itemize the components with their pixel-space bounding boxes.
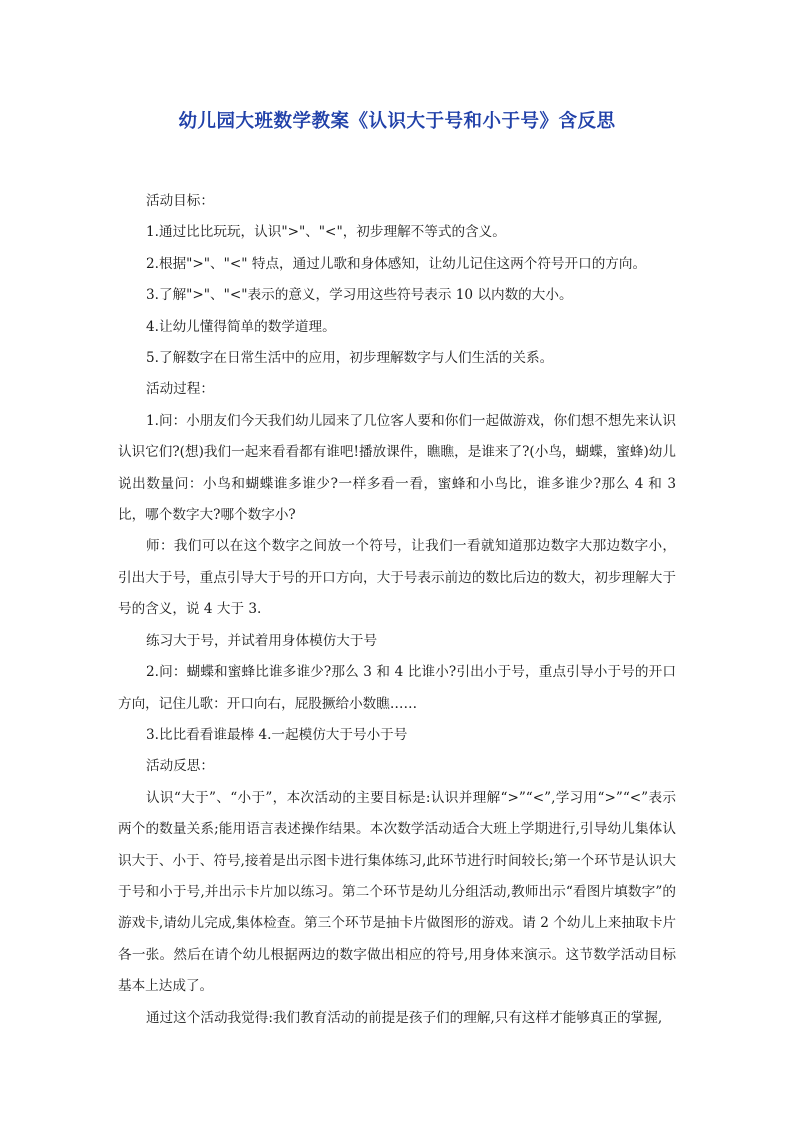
- goal-item-3: 3.了解">"、"<"表示的意义，学习用这些符号表示 10 以内数的大小。: [146, 287, 573, 304]
- goal-item-2: 2.根据">"、"<" 特点，通过儿歌和身体感知，让幼儿记住这两个符号开口的方向。: [146, 255, 647, 272]
- section-heading-reflection: 活动反思：: [146, 758, 214, 775]
- goal-item-1: 1.通过比比玩玩，认识">"、"<"，初步理解不等式的含义。: [146, 224, 506, 241]
- goal-item-4: 4.让幼儿懂得简单的数学道理。: [146, 318, 336, 335]
- document-title: 幼儿园大班数学教案《认识大于号和小于号》含反思: [178, 111, 616, 132]
- reflection-paragraph-2: 通过这个活动我觉得:我们教育活动的前提是孩子们的理解,只有这样才能够真正的掌握,: [146, 1009, 663, 1026]
- process-step-3-4: 3.比比看看谁最棒 4.一起模仿大于号小于号: [146, 726, 408, 743]
- reflection-paragraph-1: 认识“大于”、“小于”，本次活动的主要目标是:认识并理解“>”“<”,学习用“>”“<”表示两个的数量关系;能用语言表述操作结果。本次数学活动适合大班上学期进行,引导幼儿集体认识大于、小于、符号,接着是出示图卡进行集体练习,此环节进行时间较长;第一个环节是认识大于号和小于号,并出示卡片加以练习。第二个环节是幼儿分组活动,教师出示“看图片填数字”的游戏卡,请幼儿完成,集体检查。第三个环节是抽卡片做图形的游戏。请 2 个幼儿上来抽取卡片各一张。然后在请个幼儿根据两边的数字做出相应的符号,用身体来演示。这节数学活动目标基本上达成了。: [118, 789, 676, 995]
- section-heading-process: 活动过程：: [146, 381, 214, 398]
- practice-note: 练习大于号，并试着用身体模仿大于号: [146, 632, 378, 649]
- goal-item-5: 5.了解数字在日常生活中的应用，初步理解数字与人们生活的关系。: [146, 350, 554, 367]
- process-step-2: 2.问：蝴蝶和蜜蜂比谁多谁少?那么 3 和 4 比谁小?引出小于号，重点引导小于号的开口方向，记住儿歌：开口向右，屁股撅给小数瞧……: [118, 664, 676, 712]
- section-heading-goals: 活动目标：: [146, 193, 214, 209]
- process-step-1: 1.问：小朋友们今天我们幼儿园来了几位客人要和你们一起做游戏，你们想不想先来认识认识它们?(想)我们一起来看看都有谁吧!播放课件，瞧瞧，是谁来了?(小鸟，蝴蝶，蜜蜂)幼儿说出数量问：小鸟和蝴蝶谁多谁少?一样多看一看，蜜蜂和小鸟比，谁多谁少?那么 4 和 3 比，哪个数字大?哪个数字小?: [118, 412, 676, 524]
- document-body: [118, 186, 676, 1034]
- teacher-explanation: 师：我们可以在这个数字之间放一个符号，让我们一看就知道那边数字大那边数字小，引出大于号，重点引导大于号的开口方向，大于号表示前边的数比后边的数大，初步理解大于号的含义，说 4 大于 3.: [118, 538, 676, 618]
